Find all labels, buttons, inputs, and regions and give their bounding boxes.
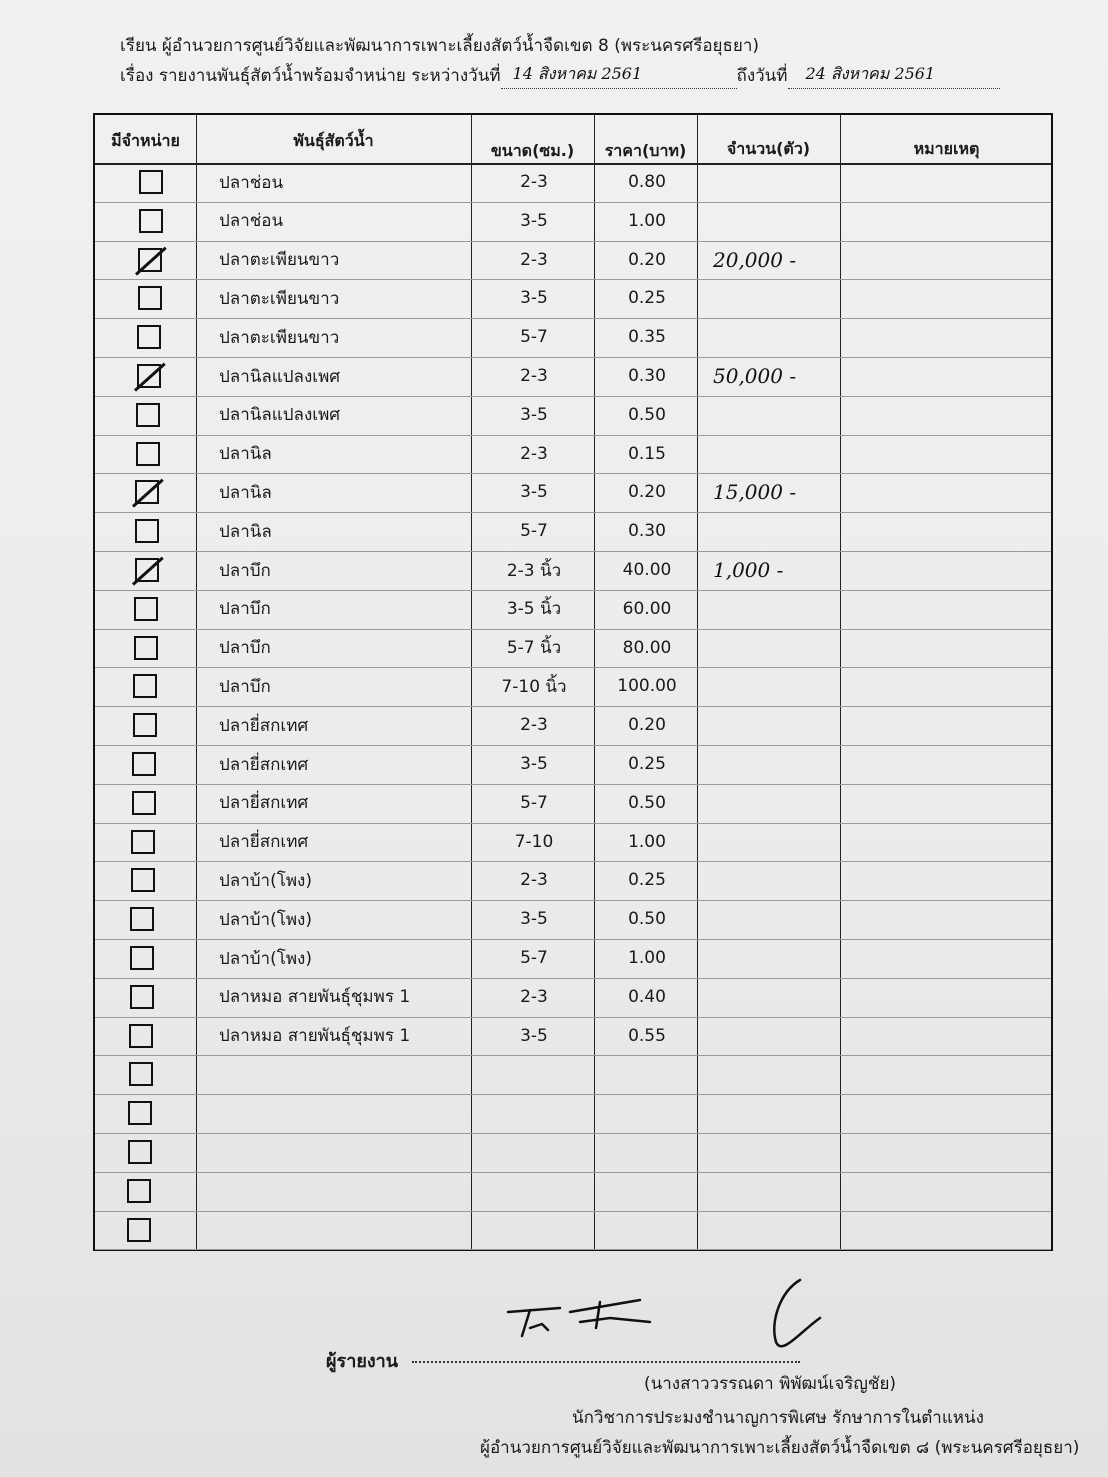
size-cell: [473, 1172, 595, 1210]
species-cell: ปลาบึก: [219, 599, 271, 620]
species-cell: ปลายี่สกเทศ: [219, 793, 309, 814]
signature-image: [500, 1272, 840, 1362]
size-cell: 3-5: [520, 754, 548, 774]
size-cell: [473, 1094, 595, 1132]
header-price: ราคา(บาท): [604, 140, 687, 160]
availability-checkbox[interactable]: [129, 1024, 153, 1048]
table-row: [95, 241, 1051, 279]
price-cell: 0.30: [628, 521, 666, 542]
reporter-position: นักวิชาการประมงชำนาญการพิเศษ รักษาการในตำแหน่ง: [572, 1408, 984, 1428]
stock-table: [93, 113, 1053, 1251]
table-row: [95, 823, 1051, 861]
availability-checkbox[interactable]: [139, 209, 163, 233]
size-cell: 3-5: [520, 210, 548, 231]
size-cell: 2-3: [520, 986, 548, 1007]
price-cell: 0.50: [628, 404, 666, 425]
signature-line: [412, 1361, 800, 1363]
table-row: [95, 745, 1051, 783]
price-cell: 0.20: [628, 482, 666, 503]
price-cell: 0.40: [628, 986, 666, 1007]
table-row: [95, 939, 1051, 977]
price-cell: 0.20: [628, 715, 666, 736]
table-row: [95, 435, 1051, 473]
quantity-cell: 20,000 -: [713, 247, 797, 272]
table-row: [95, 279, 1051, 317]
species-cell: ปลาหมอ สายพันธุ์ชุมพร 1: [219, 987, 411, 1008]
size-cell: 7-10 นิ้ว: [501, 676, 567, 697]
table-row: [95, 396, 1051, 434]
species-cell: ปลาบ้า(โพง): [219, 909, 312, 930]
price-cell: 60.00: [622, 598, 672, 619]
availability-checkbox[interactable]: [128, 1101, 152, 1125]
table-row: [95, 706, 1051, 744]
size-cell: 5-7: [520, 327, 548, 348]
availability-checkbox[interactable]: [134, 636, 158, 660]
table-row: [95, 1094, 1051, 1132]
size-cell: 2-3: [520, 870, 548, 891]
availability-checkbox[interactable]: [133, 674, 157, 698]
addressee-line: เรียน ผู้อำนวยการศูนย์วิจัยและพัฒนาการเพาะเลี้ยงสัตว์น้ำจืดเขต 8 (พระนครศรีอยุธยา): [120, 36, 760, 56]
species-cell: ปลายี่สกเทศ: [219, 715, 309, 736]
species-cell: ปลายี่สกเทศ: [219, 754, 309, 775]
subject-line: [120, 62, 1000, 89]
availability-checkbox[interactable]: [133, 713, 157, 737]
species-cell: ปลานิล: [219, 444, 272, 465]
size-cell: [473, 1133, 595, 1171]
species-cell: ปลายี่สกเทศ: [219, 832, 309, 853]
price-cell: 0.25: [628, 870, 666, 891]
species-cell: ปลานิล: [219, 482, 272, 503]
reporter-organization: ผู้อำนวยการศูนย์วิจัยและพัฒนาการเพาะเลี้ยงสัตว์น้ำจืดเขต ๘ (พระนครศรีอยุธยา): [480, 1438, 1080, 1458]
header-available: มีจำหน่าย: [111, 130, 180, 150]
size-cell: 3-5: [520, 404, 548, 425]
table-row: [95, 1172, 1051, 1210]
species-cell: ปลาบ้า(โพง): [219, 948, 312, 969]
table-row: [95, 473, 1051, 511]
table-row: [95, 163, 1051, 201]
table-row: [95, 667, 1051, 705]
price-cell: 0.80: [628, 172, 666, 192]
species-cell: ปลาบึก: [219, 638, 271, 659]
availability-checkbox[interactable]: [132, 791, 156, 815]
species-cell: ปลานิล: [219, 521, 272, 542]
size-cell: 2-3: [520, 249, 548, 270]
price-cell: 1.00: [628, 210, 666, 231]
table-row: [95, 1017, 1051, 1055]
availability-checkbox[interactable]: [130, 985, 154, 1009]
price-cell: [595, 1055, 699, 1093]
availability-checkbox[interactable]: [138, 286, 162, 310]
price-cell: 1.00: [628, 948, 666, 968]
price-cell: [595, 1172, 699, 1210]
availability-checkbox[interactable]: [134, 597, 158, 621]
table-row: [95, 1055, 1051, 1093]
size-cell: 2-3: [520, 172, 548, 192]
availability-checkbox[interactable]: [127, 1218, 151, 1242]
size-cell: [473, 1211, 595, 1249]
to-date: 24 สิงหาคม 2561: [805, 64, 936, 83]
size-cell: 3-5: [520, 909, 548, 930]
price-cell: 0.30: [628, 366, 666, 386]
species-cell: ปลาตะเพียนขาว: [219, 250, 340, 271]
table-row: [95, 1211, 1051, 1249]
size-cell: 5-7: [520, 521, 548, 542]
table-row: [95, 202, 1051, 240]
species-cell: ปลานิลแปลงเพศ: [219, 366, 341, 387]
species-cell: ปลาช่อน: [219, 211, 284, 232]
price-cell: 0.15: [628, 443, 666, 464]
price-cell: 80.00: [622, 637, 672, 658]
availability-checkbox[interactable]: [132, 752, 156, 776]
table-row: [95, 629, 1051, 667]
availability-checkbox[interactable]: [130, 946, 154, 970]
table-row: [95, 784, 1051, 822]
price-cell: 0.55: [628, 1025, 666, 1046]
size-cell: 2-3 นิ้ว: [506, 560, 562, 581]
size-cell: 2-3: [520, 443, 548, 464]
species-cell: ปลาช่อน: [219, 172, 284, 193]
availability-checkbox[interactable]: [137, 325, 161, 349]
availability-checkbox[interactable]: [127, 1179, 151, 1203]
size-cell: 2-3: [520, 366, 548, 386]
header-size: ขนาด(ซม.): [490, 140, 575, 160]
price-cell: [595, 1211, 699, 1249]
species-cell: ปลาตะเพียนขาว: [219, 327, 340, 348]
table-row: [95, 318, 1051, 356]
availability-checkbox[interactable]: [129, 1062, 153, 1086]
quantity-cell: 1,000 -: [713, 558, 784, 582]
availability-checkbox[interactable]: [135, 519, 159, 543]
from-date: 14 สิงหาคม 2561: [512, 64, 643, 83]
reporter-label: ผู้รายงาน: [326, 1351, 399, 1372]
price-cell: 0.20: [628, 249, 666, 270]
table-row: [95, 861, 1051, 899]
size-cell: 7-10: [514, 831, 554, 852]
availability-checkbox[interactable]: [136, 442, 160, 466]
to-date-label: ถึงวันที่: [736, 66, 788, 86]
size-cell: [473, 1055, 595, 1093]
species-cell: ปลาบึก: [219, 676, 271, 697]
species-cell: ปลาตะเพียนขาว: [219, 288, 340, 309]
price-cell: 40.00: [622, 560, 672, 580]
availability-checkbox[interactable]: [131, 830, 155, 854]
size-cell: 5-7: [520, 792, 548, 813]
table-row: [95, 590, 1051, 628]
to-date-field: [788, 64, 1000, 89]
price-cell: 100.00: [617, 676, 677, 697]
availability-checkbox[interactable]: [128, 1140, 152, 1164]
size-cell: 5-7: [520, 948, 548, 968]
price-cell: 0.25: [628, 754, 666, 774]
size-cell: 3-5: [520, 482, 548, 503]
size-cell: 2-3: [520, 715, 548, 736]
species-cell: ปลาบึก: [219, 560, 271, 581]
species-cell: ปลาหมอ สายพันธุ์ชุมพร 1: [219, 1026, 411, 1047]
header-species: พันธุ์สัตว์น้ำ: [293, 130, 374, 150]
price-cell: [595, 1094, 699, 1132]
size-cell: 3-5: [520, 288, 548, 309]
size-cell: 5-7 นิ้ว: [506, 638, 562, 659]
header-quantity: จำนวน(ตัว): [726, 138, 811, 158]
availability-checkbox[interactable]: [131, 868, 155, 892]
price-cell: 0.50: [628, 792, 666, 813]
price-cell: 0.50: [628, 909, 666, 930]
species-cell: ปลานิลแปลงเพศ: [219, 405, 341, 426]
price-cell: 0.25: [628, 288, 666, 309]
size-cell: 3-5: [520, 1025, 548, 1046]
table-row: [95, 1133, 1051, 1171]
quantity-cell: 15,000 -: [713, 480, 797, 505]
availability-checkbox[interactable]: [139, 170, 163, 194]
species-cell: ปลาบ้า(โพง): [219, 870, 312, 891]
table-row: [95, 512, 1051, 550]
table-row: [95, 978, 1051, 1016]
availability-checkbox[interactable]: [130, 907, 154, 931]
row-rule: [95, 1249, 1051, 1250]
subject-prefix: เรื่อง รายงานพันธุ์สัตว์น้ำพร้อมจำหน่าย ระหว่างวันที่: [120, 66, 501, 86]
quantity-cell: 50,000 -: [713, 364, 797, 388]
table-row: [95, 551, 1051, 589]
availability-checkbox[interactable]: [136, 403, 160, 427]
reporter-name: (นางสาววรรณดา พิพัฒน์เจริญชัย): [644, 1374, 897, 1394]
price-cell: 0.35: [628, 327, 666, 348]
from-date-field: [501, 64, 737, 89]
price-cell: 1.00: [628, 831, 666, 852]
table-row: [95, 900, 1051, 938]
size-cell: 3-5 นิ้ว: [506, 599, 562, 620]
price-cell: [595, 1133, 699, 1171]
header-remarks: หมายเหตุ: [913, 138, 980, 158]
table-row: [95, 357, 1051, 395]
